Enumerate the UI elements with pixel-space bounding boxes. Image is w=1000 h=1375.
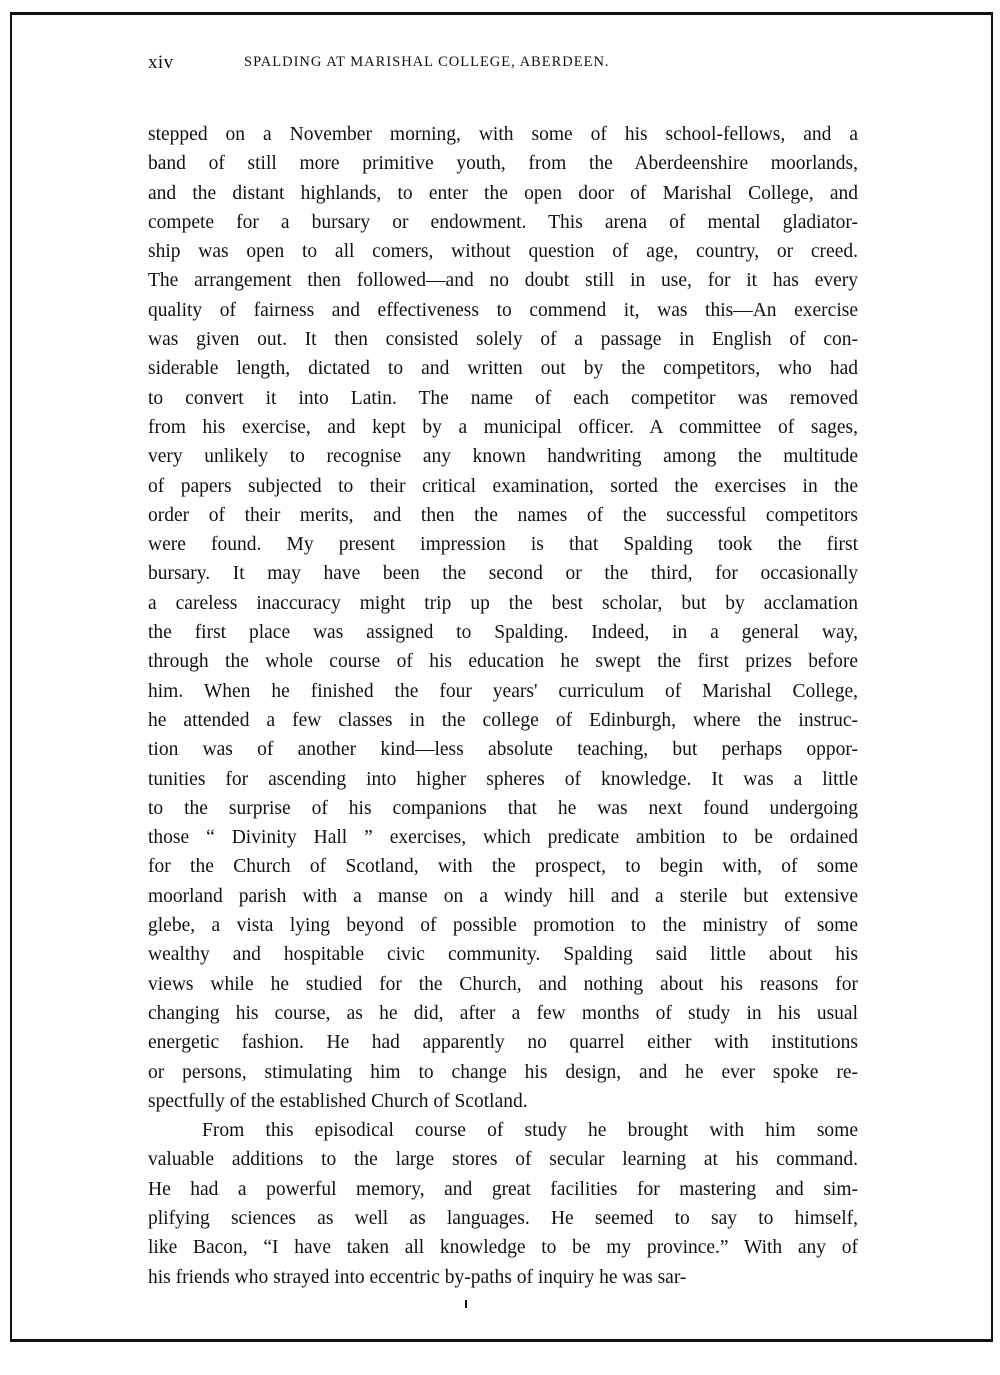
text-line: ship was open to all comers, without question of age, country, or creed. (148, 241, 858, 263)
paragraph (148, 120, 858, 1116)
text-line: him. When he finished the four years' curriculum of Marishal College, (148, 680, 858, 702)
text-line: very unlikely to recognise any known handwriting among the multitude (148, 446, 858, 468)
text-line: and the distant highlands, to enter the open door of Marishal College, and (148, 182, 858, 204)
text-line: were found. My present impression is that Spalding took the first (148, 534, 858, 556)
text-line: band of still more primitive youth, from the Aberdeenshire moorlands, (148, 153, 858, 175)
page-number: xiv (148, 52, 174, 73)
text-line: He had a powerful memory, and great facilities for mastering and sim- (148, 1178, 858, 1200)
text-line: the first place was assigned to Spalding. Indeed, in a general way, (148, 622, 858, 644)
body-text (148, 120, 858, 1292)
text-line: siderable length, dictated to and written out by the competitors, who had (148, 358, 858, 380)
text-line: spectfully of the established Church of Scotland. (148, 1090, 528, 1112)
text-line: of papers subjected to their critical examination, sorted the exercises in the (148, 475, 858, 497)
paragraph (148, 1116, 858, 1292)
text-line: views while he studied for the Church, and nothing about his reasons for (148, 973, 858, 995)
text-line: stepped on a November morning, with some of his school-fellows, and a (148, 124, 858, 145)
text-line: to the surprise of his companions that he was next found undergoing (148, 797, 858, 819)
text-line: those “ Divinity Hall ” exercises, which predicate ambition to be ordained (148, 827, 858, 849)
text-line: for the Church of Scotland, with the prospect, to begin with, of some (148, 856, 858, 878)
text-line: compete for a bursary or endowment. This arena of mental gladiator- (148, 211, 858, 233)
text-line: to convert it into Latin. The name of each competitor was removed (148, 387, 858, 409)
text-line: a careless inaccuracy might trip up the best scholar, but by acclamation (148, 592, 858, 614)
text-line: The arrangement then followed—and no doubt still in use, for it has every (148, 270, 858, 292)
text-line: valuable additions to the large stores of secular learning at his command. (148, 1149, 858, 1171)
text-line: order of their merits, and then the names of the successful competitors (148, 504, 858, 526)
text-line: plifying sciences as well as languages. He seemed to say to himself, (148, 1207, 858, 1229)
running-title: SPALDING AT MARISHAL COLLEGE, ABERDEEN. (244, 54, 610, 70)
text-line: was given out. It then consisted solely of a passage in English of con- (148, 329, 858, 351)
text-line: From this episodical course of study he brought with him some (202, 1120, 858, 1142)
text-line: or persons, stimulating him to change his design, and he ever spoke re- (148, 1061, 858, 1083)
text-line: he attended a few classes in the college of Edinburgh, where the instruc- (148, 709, 858, 731)
text-line: tion was of another kind—less absolute teaching, but perhaps oppor- (148, 739, 858, 761)
text-line: energetic fashion. He had apparently no quarrel either with institutions (148, 1032, 858, 1054)
text-line: from his exercise, and kept by a municipal officer. A committee of sages, (148, 416, 858, 438)
text-line: wealthy and hospitable civic community. Spalding said little about his (148, 944, 858, 966)
text-line: through the whole course of his education he swept the first prizes before (148, 651, 858, 673)
text-line: quality of fairness and effectiveness to commend it, was this—An exercise (148, 299, 858, 321)
text-line: glebe, a vista lying beyond of possible promotion to the ministry of some (148, 915, 858, 937)
text-line: tunities for ascending into higher spheres of knowledge. It was a little (148, 768, 858, 790)
text-line: his friends who strayed into eccentric by-paths of inquiry he was sar- (148, 1266, 687, 1288)
printer-mark (465, 1300, 467, 1308)
text-line: bursary. It may have been the second or the third, for occasionally (148, 563, 858, 585)
text-line: like Bacon, “I have taken all knowledge to be my province.” With any of (148, 1237, 858, 1259)
text-line: moorland parish with a manse on a windy hill and a sterile but extensive (148, 885, 858, 907)
text-line: changing his course, as he did, after a few months of study in his usual (148, 1002, 858, 1024)
